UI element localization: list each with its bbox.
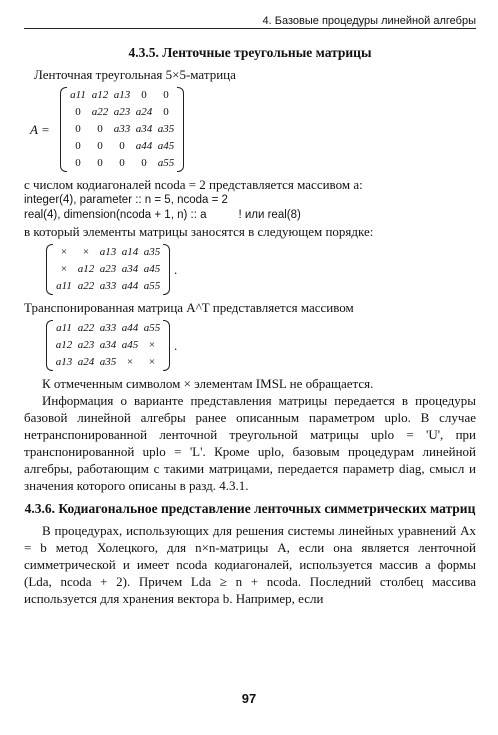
matrix-cell: a23 xyxy=(99,263,117,275)
matrix-row xyxy=(67,87,177,104)
running-header xyxy=(24,8,476,29)
matrix-cell: 0 xyxy=(97,123,103,135)
intro-text: Ленточная треугольная 5×5-матрица xyxy=(34,67,236,82)
matrix-b-block xyxy=(46,244,476,295)
matrix-cell: a34 xyxy=(99,339,117,351)
paragraph-ignored-elements: К отмеченным символом × элементам IMSL не обращается. xyxy=(42,376,374,391)
matrix-cell: a35 xyxy=(157,123,175,135)
matrix-cell: a34 xyxy=(121,263,139,275)
matrix-cell: 0 xyxy=(163,89,169,101)
matrix-cell: a35 xyxy=(143,246,161,258)
running-title: 4. Базовые процедуры линейной алгебры xyxy=(262,15,476,27)
matrix-row xyxy=(67,155,177,172)
matrix-cell: a55 xyxy=(157,157,175,169)
matrix-cell: a23 xyxy=(77,339,95,351)
matrix-cell: a14 xyxy=(121,246,139,258)
matrix-cell: a55 xyxy=(143,280,161,292)
matrix-cell: a23 xyxy=(113,106,131,118)
matrix-c xyxy=(46,320,170,371)
matrix-cell: a13 xyxy=(113,89,131,101)
matrix-cell: 0 xyxy=(119,157,125,169)
matrix-cell: 0 xyxy=(75,140,81,152)
order-text: в который элементы матрицы заносятся в следующем порядке: xyxy=(24,224,374,239)
matrix-cell: a44 xyxy=(121,322,139,334)
matrix-row xyxy=(53,244,163,261)
matrix-row xyxy=(53,337,163,354)
matrix-cell: × xyxy=(148,356,156,368)
page-body xyxy=(24,44,476,607)
matrix-cell: a11 xyxy=(70,89,86,101)
matrix-cell: 0 xyxy=(163,106,169,118)
matrix-cell: a44 xyxy=(135,140,153,152)
matrix-cell: a13 xyxy=(55,356,73,368)
matrix-cell: a22 xyxy=(77,280,95,292)
matrix-cell: 0 xyxy=(75,157,81,169)
matrix-cell: 0 xyxy=(141,89,147,101)
matrix-row xyxy=(67,138,177,155)
matrix-row xyxy=(53,261,163,278)
matrix-cell: a22 xyxy=(77,322,95,334)
code-line-2: real(4), dimension(ncoda + 1, n) :: a ! или real(8) xyxy=(24,209,301,221)
matrix-cell: a45 xyxy=(157,140,175,152)
matrix-cell: a33 xyxy=(99,322,117,334)
matrix-a-block xyxy=(30,87,476,172)
matrix-cell: a12 xyxy=(55,339,73,351)
transposed-text: Транспонированная матрица A^T представляется массивом xyxy=(24,300,354,315)
matrix-cell: 0 xyxy=(141,157,147,169)
matrix-cell: × xyxy=(60,263,68,275)
matrix-cell: a24 xyxy=(135,106,153,118)
matrix-cell: × xyxy=(60,246,68,258)
matrix-row xyxy=(53,278,163,295)
matrix-cell: 0 xyxy=(75,106,81,118)
matrix-cell: a11 xyxy=(56,280,72,292)
matrix-cell: × xyxy=(148,339,156,351)
matrix-cell: × xyxy=(82,246,90,258)
matrix-cell: a33 xyxy=(113,123,131,135)
matrix-b xyxy=(46,244,170,295)
matrix-cell: a22 xyxy=(91,106,109,118)
matrix-row xyxy=(53,354,163,371)
matrix-cell: a13 xyxy=(99,246,117,258)
matrix-cell: a45 xyxy=(121,339,139,351)
matrix-cell: 0 xyxy=(97,157,103,169)
matrix-cell: a55 xyxy=(143,322,161,334)
matrix-cell: × xyxy=(126,356,134,368)
section-title-codiagonal-symmetric: 4.3.6. Кодиагональное представление ленточных симметрических матриц xyxy=(24,501,476,516)
matrix-row xyxy=(67,121,177,138)
paragraph-cholesky: В процедурах, использующих для решения системы линейных уравнений Ax = b метод Холецкого, для n×n-матрицы A, если она является ленточной симметрической и имеет ncoda кодиагоналей, используется массив a формы (Lda, ncoda + 2). Причем Lda ≥ n + ncoda. Последний столбец массива используется для хранения вектора b. Например, если xyxy=(24,523,476,606)
matrix-cell: 0 xyxy=(75,123,81,135)
matrix-row xyxy=(67,104,177,121)
matrix-cell: a33 xyxy=(99,280,117,292)
code-line-1: integer(4), parameter :: n = 5, ncoda = 2 xyxy=(24,194,228,206)
matrix-cell: a12 xyxy=(77,263,95,275)
matrix-cell: a45 xyxy=(143,263,161,275)
matrix-a xyxy=(60,87,184,172)
matrix-c-block xyxy=(46,320,476,371)
matrix-c-end: . xyxy=(174,338,178,353)
matrix-cell: a11 xyxy=(56,322,72,334)
matrix-cell: 0 xyxy=(97,140,103,152)
matrix-cell: a34 xyxy=(135,123,153,135)
matrix-cell: a24 xyxy=(77,356,95,368)
matrix-cell: a35 xyxy=(99,356,117,368)
matrix-row xyxy=(53,320,163,337)
matrix-a-label: A = xyxy=(30,122,50,137)
after-matrix-text: с числом кодиагоналей ncoda = 2 представляется массивом a: xyxy=(24,177,363,192)
page-number: 97 xyxy=(241,691,257,706)
matrix-cell: a44 xyxy=(121,280,139,292)
matrix-cell: a12 xyxy=(91,89,109,101)
matrix-b-end: . xyxy=(174,262,178,277)
paragraph-uplo-diag: Информация о варианте представления матрицы передается в процедуры базовой линейной алгебры ранее описанным параметром uplo. В случае нетранспонированной ленточной треугольной матрицы uplo = 'U', при транспонированной uplo = 'L'. Кроме uplo, базовым процедурам линейной алгебры, работающим с такими матрицами, передается параметр diag, смысл и значения которого описаны в разд. 4.3.1. xyxy=(24,393,476,493)
matrix-cell: 0 xyxy=(119,140,125,152)
section-title-banded-triangular: 4.3.5. Ленточные треугольные матрицы xyxy=(128,45,372,60)
